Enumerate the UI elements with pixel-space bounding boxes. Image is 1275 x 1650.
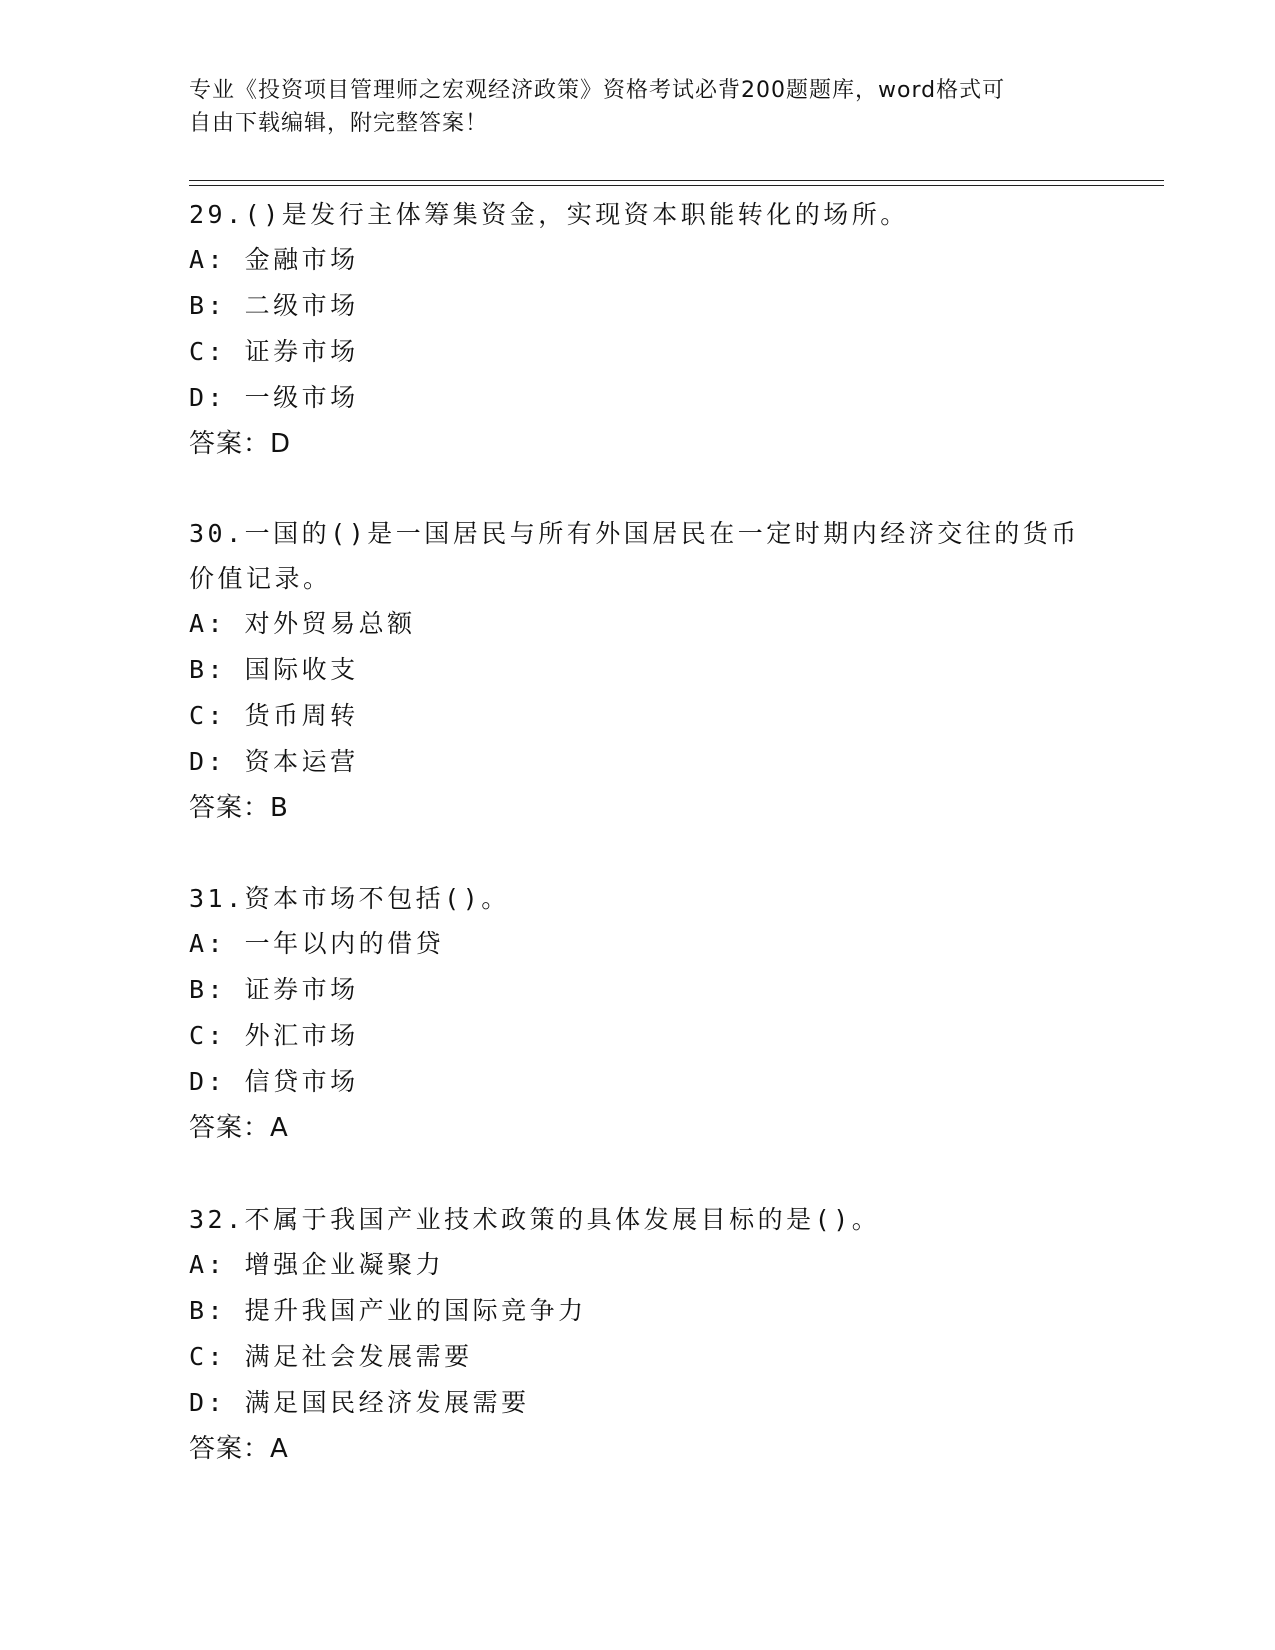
question-32 — [189, 1197, 1089, 1472]
option-b: B: 二级市场 — [189, 291, 359, 320]
question-29 — [189, 192, 1089, 467]
question-stem-line-2: 价值记录。 — [189, 564, 332, 593]
option-b: B: 证券市场 — [189, 975, 359, 1004]
option-d: D: 信贷市场 — [189, 1067, 359, 1096]
answer: 答案：D — [189, 429, 292, 459]
question-stem-line-1: 30.一国的()是一国居民与所有外国居民在一定时期内经济交往的货币 — [189, 519, 1080, 548]
option-b: B: 提升我国产业的国际竞争力 — [189, 1296, 587, 1325]
option-a: A: 对外贸易总额 — [189, 609, 416, 638]
option-a: A: 一年以内的借贷 — [189, 929, 445, 958]
option-c: C: 外汇市场 — [189, 1021, 359, 1050]
option-b: B: 国际收支 — [189, 655, 359, 684]
option-a: A: 金融市场 — [189, 245, 359, 274]
header-line-1: 专业《投资项目管理师之宏观经济政策》资格考试必背200题题库，word格式可 — [189, 78, 1006, 103]
question-stem: 32.不属于我国产业技术政策的具体发展目标的是()。 — [189, 1205, 881, 1234]
option-d: D: 资本运营 — [189, 747, 359, 776]
answer: 答案：A — [189, 1113, 289, 1143]
answer: 答案：B — [189, 793, 289, 823]
option-d: D: 一级市场 — [189, 383, 359, 412]
option-a: A: 增强企业凝聚力 — [189, 1250, 445, 1279]
question-stem: 29.()是发行主体筹集资金，实现资本职能转化的场所。 — [189, 200, 909, 229]
option-c: C: 满足社会发展需要 — [189, 1342, 473, 1371]
header-line-2: 自由下载编辑，附完整答案！ — [189, 111, 489, 136]
header-divider-top — [189, 180, 1164, 181]
option-d: D: 满足国民经济发展需要 — [189, 1388, 530, 1417]
option-c: C: 货币周转 — [189, 701, 359, 730]
question-stem: 31.资本市场不包括()。 — [189, 884, 510, 913]
option-c: C: 证券市场 — [189, 337, 359, 366]
question-31 — [189, 876, 1089, 1151]
header-divider-bottom — [189, 185, 1164, 186]
question-30 — [189, 511, 1089, 831]
document-header — [189, 74, 1089, 140]
answer: 答案：A — [189, 1434, 289, 1464]
